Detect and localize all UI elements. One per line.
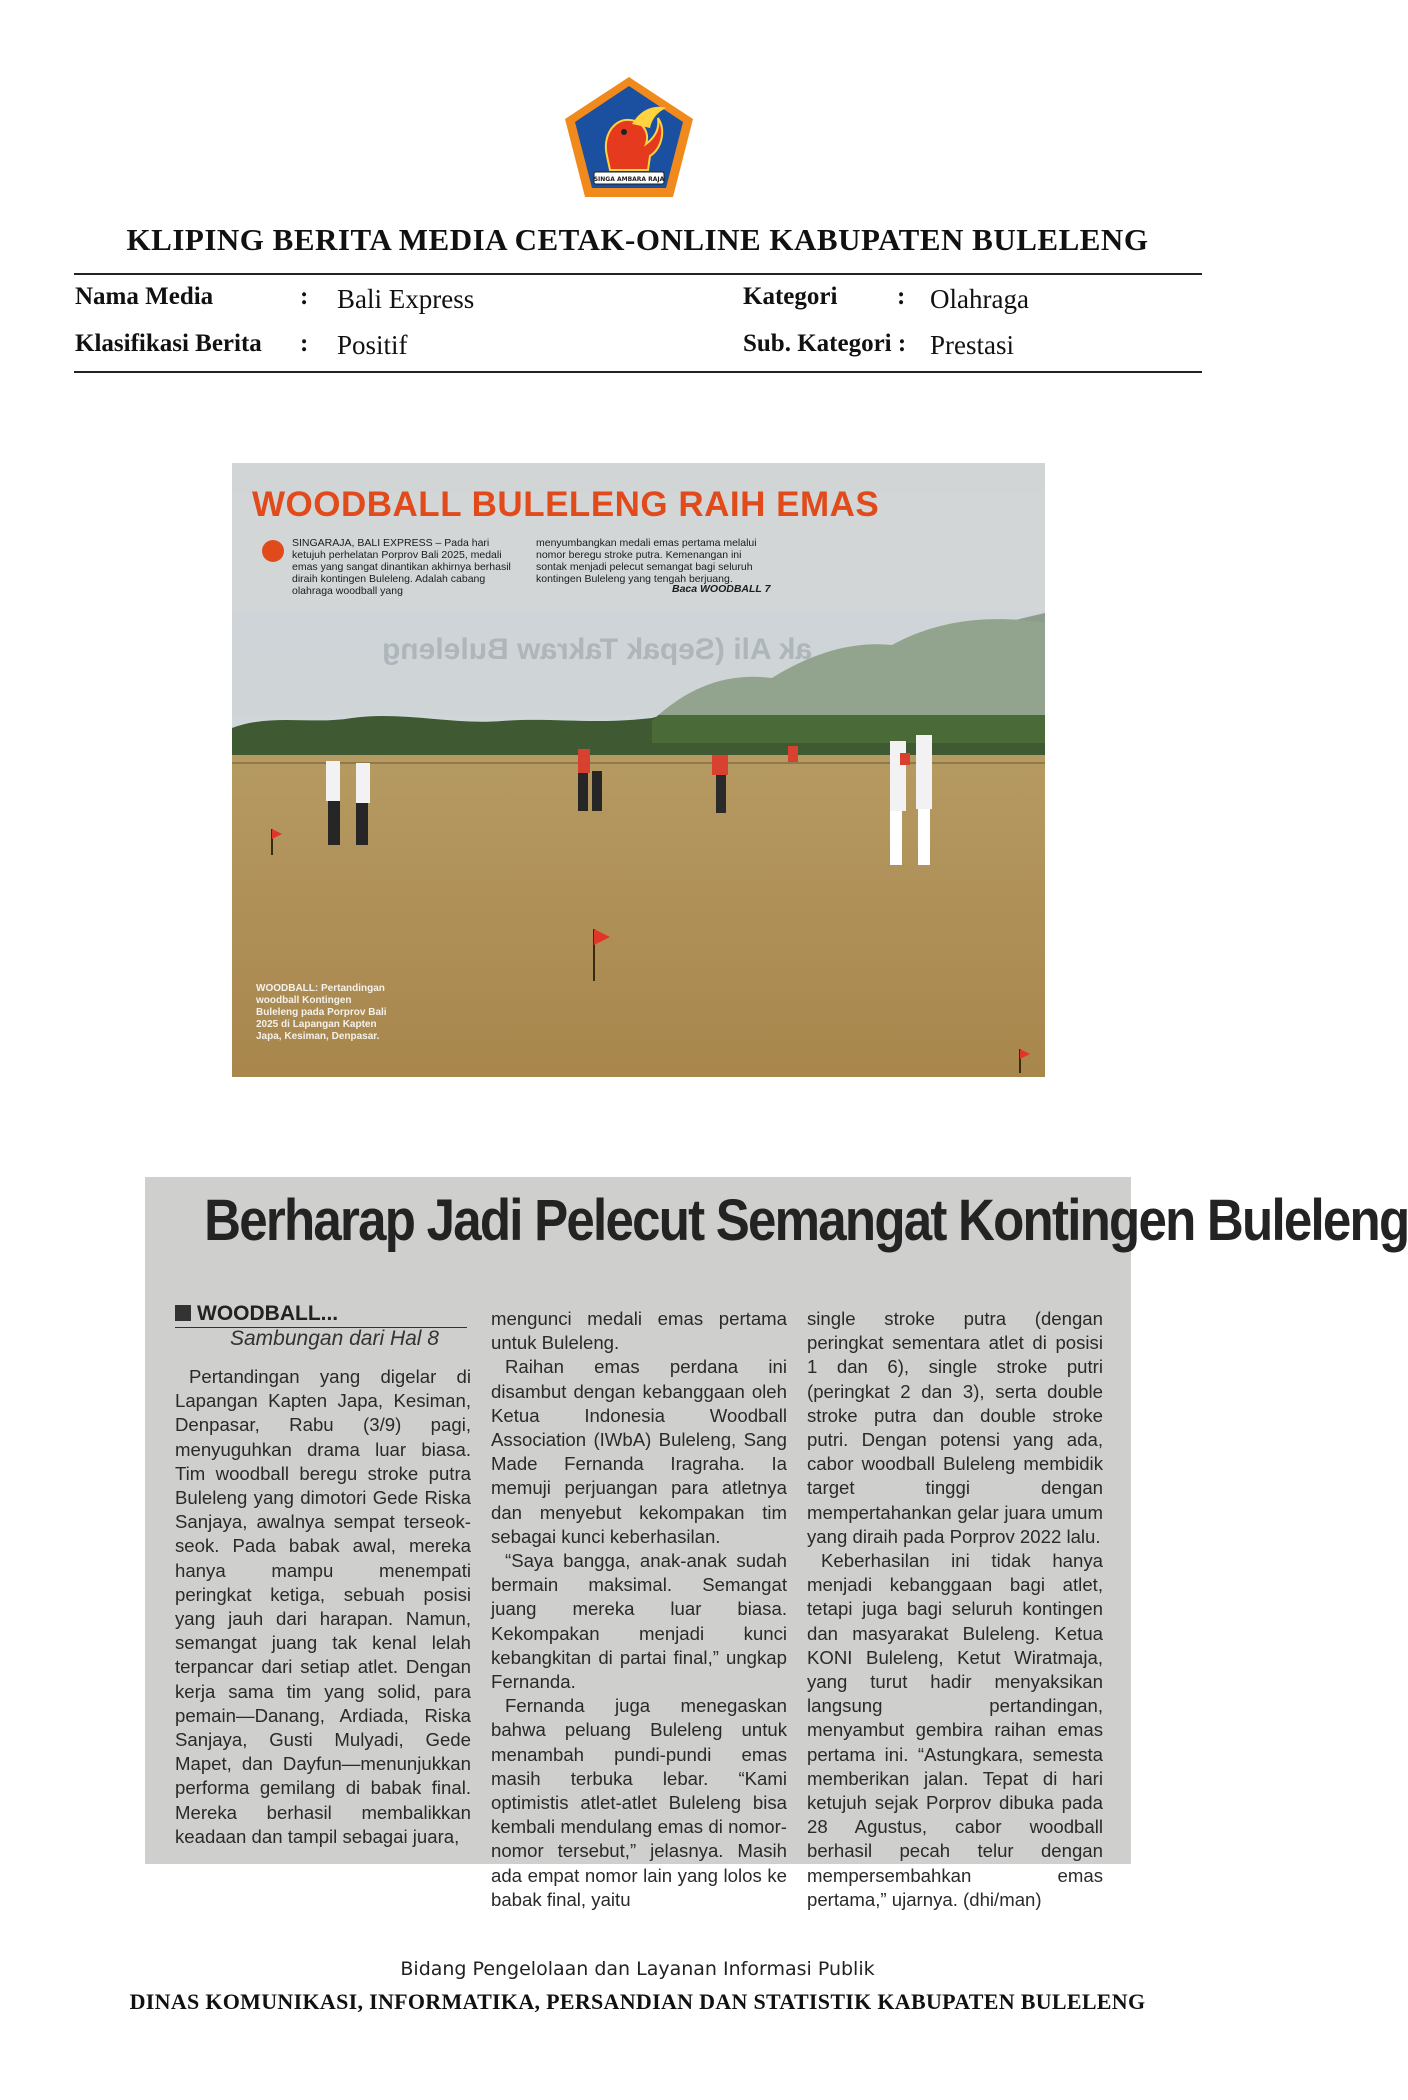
news-clipping-article: [145, 1177, 1408, 1910]
kicker-square-icon: [175, 1305, 191, 1321]
clipping-1-caption: WOODBALL: Pertandingan woodball Kontingen Buleleng pada Porprov Bali 2025 di Lapangan Kapten Japa, Kesiman, Denpasar.: [256, 983, 387, 1042]
klasifikasi-colon: :: [300, 330, 309, 357]
kategori-value: Olahraga: [930, 284, 1029, 314]
column-3-paragraph-1: single stroke putra (dengan peringkat sementara atlet di posisi 1 dan 6), single stroke putri (peringkat 2 dan 3), serta double stroke putra dan double stroke putri. Dengan potensi yang ada, cabor woodball Buleleng membidik target tinggi dengan mempertahankan gelar juara umum yang diraih pada Porprov 2022 lalu.: [807, 1308, 1103, 1547]
kategori-colon: :: [897, 283, 906, 310]
article-kicker: [175, 1302, 338, 1326]
column-3-paragraph-2: Keberhasilan ini tidak hanya menjadi kebanggaan bagi atlet, tetapi juga bagi seluruh kontingen dan masyarakat Buleleng. Ketua KONI Buleleng, Ketut Wiratmaja, yang turut hadir menyaksikan langsung pertandingan, menyambut gembira raihan emas pertama ini. “Astungkara, semesta memberikan jalan. Tepat di hari ketujuh sejak Porprov dibuka pada 28 Agustus, cabor woodball berhasil pecah telur dengan mempersembahkan emas pertama,” ujarnya. (dhi/man): [807, 1550, 1103, 1910]
media-label: Nama Media: [75, 283, 214, 310]
page-title: KLIPING BERITA MEDIA CETAK-ONLINE KABUPATEN BULELENG: [126, 222, 1149, 257]
kicker-text: WOODBALL...: [197, 1302, 339, 1325]
column-2-paragraph-4: Fernanda juga menegaskan bahwa peluang Buleleng untuk menambah pundi-pundi emas masih terbuka lebar. “Kami optimistis atlet-atlet Buleleng bisa kembali mendulang emas di nomor-nomor tersebut,” jelasnya. Masih ada empat nomor lain yang lolos ke babak final, yaitu: [491, 1695, 787, 1910]
column-1-paragraph: Pertandingan yang digelar di Lapangan Kapten Japa, Kesiman, Denpasar, Rabu (3/9) pagi, menyuguhkan drama luar biasa. Tim woodball beregu stroke putra Buleleng yang dimotori Gede Riska Sanjaya, awalnya sempat terseok-seok. Pada babak awal, mereka hanya mampu menempati peringkat ketiga, sebuah posisi yang jauh dari harapan. Namun, semangat juang tak kenal lelah terpancar dari setiap atlet. Dengan kerja sama tim yang solid, para pemain—Danang, Ardiada, Riska Sanjaya, Gusti Mulyadi, Gede Mapet, dan Dayfun—menunjukkan performa gemilang di babak final. Mereka berhasil membalikkan keadaan dan tampil sebagai juara,: [175, 1366, 471, 1847]
sub-kategori-value: Prestasi: [930, 330, 1014, 360]
footer-division: Bidang Pengelolaan dan Layanan Informasi Publik: [400, 1958, 875, 1980]
divider-bottom: [74, 371, 1202, 373]
kategori-label: Kategori: [743, 283, 838, 310]
clipping-1-bleed-text: ak Ali (Sepak Takraw Buleleng: [382, 633, 813, 666]
clipping-1-lead-right: menyumbangkan medali emas pertama melalui nomor beregu stroke putra. Kemenangan ini sontak menjadi pelecut semangat bagi seluruh kontingen Buleleng yang tengah berjuang.: [536, 537, 757, 585]
clipping-1-lead-left: SINGARAJA, BALI EXPRESS – Pada hari ketujuh perhelatan Porprov Bali 2025, medali emas yang sangat dinantikan akhirnya berhasil diraih kontingen Buleleng. Adalah cabang olahraga woodball yang: [292, 537, 511, 597]
newspaper-emblem-icon: [262, 540, 284, 562]
klasifikasi-value: Positif: [337, 330, 408, 360]
clipping-1-see-more: Baca WOODBALL 7: [672, 583, 771, 595]
media-value: Bali Express: [337, 284, 475, 314]
kicker-subtitle: Sambungan dari Hal 8: [230, 1327, 439, 1350]
column-2-paragraph-3: “Saya bangga, anak-anak sudah bermain maksimal. Semangat juang mereka luar biasa. Kekompakan menjadi kunci kebangkitan di partai final,” ungkap Fernanda.: [491, 1550, 787, 1693]
sub-kategori-label: Sub. Kategori :: [743, 330, 907, 357]
clipping-1-headline: WOODBALL BULELENG RAIH EMAS: [252, 485, 880, 524]
article-column-1: [175, 1365, 471, 1849]
divider-top: [74, 273, 1202, 275]
column-2-paragraph-2: Raihan emas perdana ini disambut dengan kebanggaan oleh Ketua Indonesia Woodball Association (IWbA) Buleleng, Sang Made Fernanda Iragraha. Ia memuji perjuangan para atletnya dan menyebut kekompakan tim sebagai kunci keberhasilan.: [491, 1356, 787, 1547]
media-colon: :: [300, 283, 309, 310]
news-clipping-photo: [232, 463, 1045, 1077]
regency-crest-logo: [562, 74, 696, 200]
klasifikasi-label: Klasifikasi Berita: [75, 330, 262, 357]
article-column-3: [807, 1307, 1103, 1912]
article-column-2: [491, 1307, 787, 1912]
column-2-paragraph-1: mengunci medali emas pertama untuk Buleleng.: [491, 1308, 787, 1354]
svg-text:SINGA AMBARA RAJA: SINGA AMBARA RAJA: [593, 176, 665, 183]
footer-agency: DINAS KOMUNIKASI, INFORMATIKA, PERSANDIAN DAN STATISTIK KABUPATEN BULELENG: [129, 1989, 1146, 2014]
clipping-2-headline: Berharap Jadi Pelecut Semangat Kontingen Buleleng: [204, 1188, 1408, 1253]
